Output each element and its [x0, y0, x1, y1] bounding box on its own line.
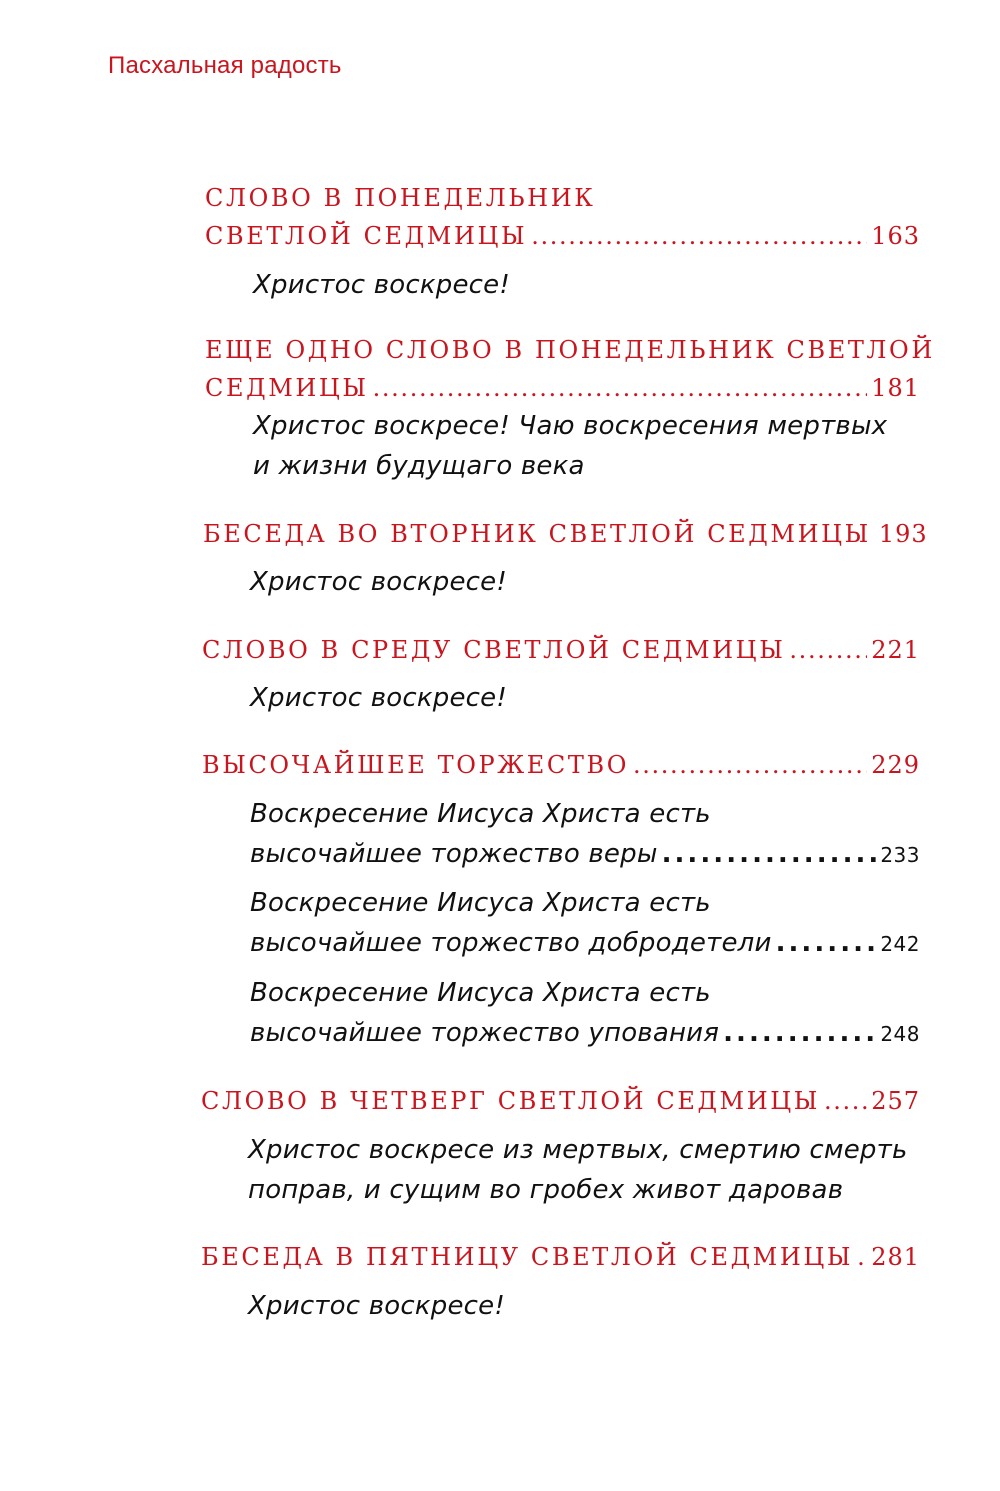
page-number: 233	[880, 843, 920, 867]
page-number: 163	[871, 222, 920, 250]
toc-subtitle-text: Христос воскресе! Чаю воскресения мертвых	[253, 411, 888, 441]
page-number: 281	[871, 1243, 920, 1271]
dot-leader	[789, 636, 867, 664]
toc-subtitle	[253, 411, 887, 441]
toc-subentry-text: Воскресение Иисуса Христа есть	[250, 799, 711, 829]
toc-entry-title-text: БЕСЕДА В ПЯТНИЦУ СВЕТЛОЙ СЕДМИЦЫ	[201, 1243, 854, 1271]
toc-entry-title-text: СВЕТЛОЙ СЕДМИЦЫ	[205, 222, 528, 250]
toc-entry-title[interactable]	[203, 520, 928, 548]
toc-subentry[interactable]	[250, 839, 920, 869]
toc-subentry[interactable]	[250, 1018, 920, 1048]
dot-leader	[723, 1018, 876, 1048]
page-number: 229	[871, 751, 920, 779]
toc-subentry	[250, 888, 711, 918]
toc-subentry-text: высочайшее торжество веры	[250, 839, 658, 869]
toc-subtitle	[250, 567, 507, 597]
toc-subentry	[250, 799, 711, 829]
dot-leader	[776, 928, 877, 958]
page-number: 248	[880, 1022, 920, 1046]
toc-subtitle-text: Христос воскресе!	[253, 270, 510, 300]
dot-leader	[662, 839, 877, 869]
toc-entry-title[interactable]	[202, 751, 920, 779]
toc-subtitle	[248, 1175, 843, 1205]
dot-leader	[633, 751, 867, 779]
dot-leader	[857, 1243, 867, 1271]
toc-subtitle	[248, 1291, 505, 1321]
toc-entry-title[interactable]	[205, 374, 920, 402]
toc-subtitle-text: Христос воскресе из мертвых, смертию смерть	[248, 1135, 908, 1165]
toc-entry-title[interactable]	[202, 636, 920, 664]
toc-subtitle-text: Христос воскресе!	[248, 1291, 505, 1321]
dot-leader	[824, 1087, 867, 1115]
toc-entry-title[interactable]	[205, 222, 920, 250]
toc-subentry-text: высочайшее торжество упования	[250, 1018, 720, 1048]
toc-entry-title[interactable]	[205, 336, 935, 364]
page-number: 221	[871, 636, 920, 664]
toc-subtitle	[250, 683, 507, 713]
toc-subtitle-text: Христос воскресе!	[250, 567, 507, 597]
toc-entry-title-text: СЛОВО В ПОНЕДЕЛЬНИК	[205, 184, 596, 212]
toc-entry-title[interactable]	[205, 184, 920, 212]
toc-subtitle	[253, 270, 510, 300]
toc-subtitle-text: Христос воскресе!	[250, 683, 507, 713]
toc-subentry[interactable]	[250, 928, 920, 958]
toc-entry-title-text: ВЫСОЧАЙШЕЕ ТОРЖЕСТВО	[202, 751, 629, 779]
toc-subentry	[250, 978, 711, 1008]
dot-leader	[373, 374, 868, 402]
toc-subentry-text: Воскресение Иисуса Христа есть	[250, 978, 711, 1008]
toc-subentry-text: Воскресение Иисуса Христа есть	[250, 888, 711, 918]
toc-entry-title-text: БЕСЕДА ВО ВТОРНИК СВЕТЛОЙ СЕДМИЦЫ	[203, 520, 871, 548]
toc-entry-title-text: СЛОВО В СРЕДУ СВЕТЛОЙ СЕДМИЦЫ	[202, 636, 786, 664]
page-number: 181	[871, 374, 920, 402]
page-number: 257	[871, 1087, 920, 1115]
toc-subentry-text: высочайшее торжество добродетели	[250, 928, 772, 958]
toc-entry-title[interactable]	[201, 1087, 920, 1115]
toc-entry-title-text: ЕЩЕ ОДНО СЛОВО В ПОНЕДЕЛЬНИК СВЕТЛОЙ	[205, 336, 935, 364]
page-number: 242	[880, 932, 920, 956]
toc-entry-title-text: СЕДМИЦЫ	[205, 374, 369, 402]
toc-subtitle-text: поправ, и сущим во гробех живот даровав	[248, 1175, 844, 1205]
toc-subtitle	[248, 1135, 908, 1165]
page-number: 193	[878, 520, 928, 548]
toc-entry-title[interactable]	[201, 1243, 920, 1271]
dot-leader	[531, 222, 867, 250]
toc-subtitle-text: и жизни будущаго века	[253, 451, 585, 481]
toc-subtitle	[253, 451, 585, 481]
toc-entry-title-text: СЛОВО В ЧЕТВЕРГ СВЕТЛОЙ СЕДМИЦЫ	[201, 1087, 821, 1115]
running-head: Пасхальная радость	[108, 52, 342, 79]
